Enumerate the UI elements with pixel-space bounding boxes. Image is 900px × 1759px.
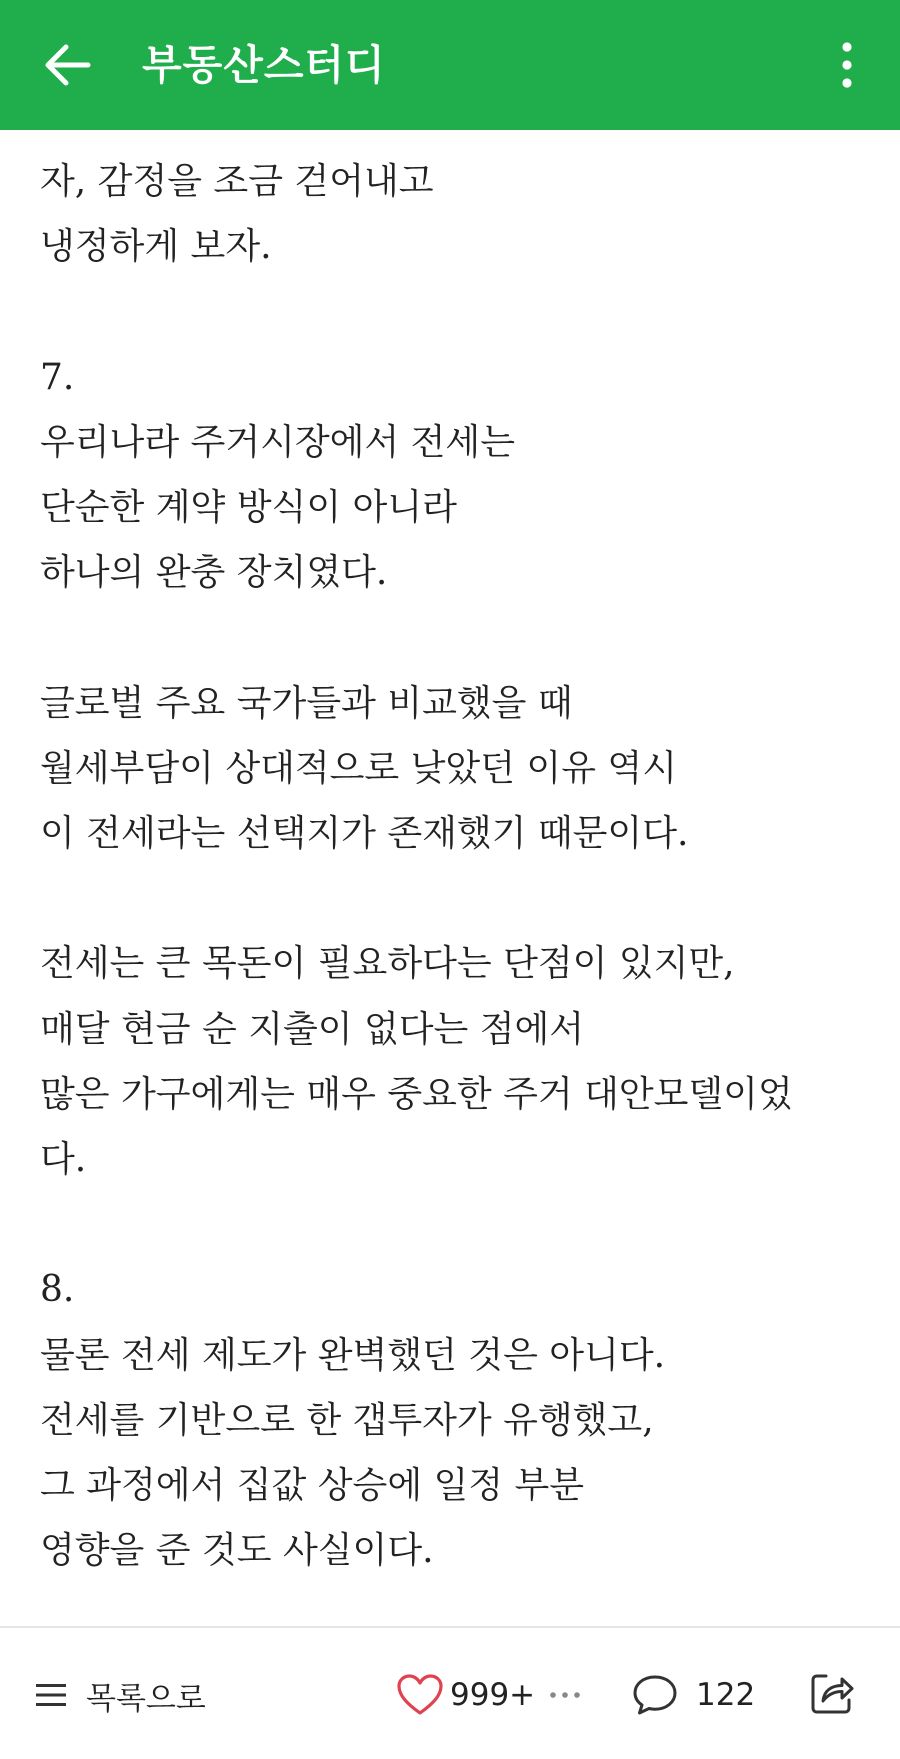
article-line: 월세부담이 상대적으로 낮았던 이유 역시 (40, 747, 677, 789)
article-line: 다. (40, 1139, 87, 1180)
article-line: 단순한 계약 방식이 아니라 (40, 487, 457, 528)
like-count: 999+ (450, 1677, 536, 1713)
article-line: 물론 전세 제도가 완벽했던 것은 아니다. (40, 1334, 666, 1376)
comment-button[interactable] (632, 1664, 755, 1726)
article-line: 하나의 완충 장치였다. (40, 552, 388, 594)
reaction-more-button[interactable] (548, 1664, 582, 1726)
article-line: 글로벌 주요 국가들과 비교했을 때 (40, 682, 573, 724)
article-line: 냉정하게 보자. (40, 226, 272, 268)
back-to-list-button[interactable] (36, 1664, 206, 1726)
article-line: 전세는 큰 목돈이 필요하다는 단점이 있지만, (40, 943, 735, 985)
article-line: 매달 현금 순 지출이 없다는 점에서 (40, 1008, 585, 1050)
more-horizontal-icon (548, 1690, 582, 1700)
back-button[interactable] (34, 32, 100, 98)
article-line: 많은 가구에게는 매우 중요한 주거 대안모델이었 (40, 1073, 793, 1115)
article-line: 이 전세라는 선택지가 존재했기 때문이다. (40, 813, 689, 854)
article-line: 8. (40, 1269, 75, 1311)
article-line: 영향을 준 것도 사실이다. (40, 1530, 434, 1572)
article-line: 전세를 기반으로 한 갭투자가 유행했고, (40, 1399, 654, 1441)
bottom-toolbar (0, 1626, 900, 1759)
share-button[interactable] (802, 1660, 862, 1726)
comment-count: 122 (696, 1677, 756, 1713)
article-line: 7. (40, 356, 75, 398)
more-vertical-icon (841, 41, 853, 89)
article-line: 자, 감정을 조금 걷어내고 (40, 161, 434, 202)
back-to-list-label: 목록으로 (86, 1680, 206, 1717)
article-line: 그 과정에서 집값 상승에 일정 부분 (40, 1465, 585, 1506)
list-icon (36, 1682, 66, 1708)
article-body (0, 130, 900, 1626)
heart-icon (396, 1673, 444, 1717)
share-icon (809, 1670, 855, 1716)
article-line: 우리나라 주거시장에서 전세는 (40, 421, 515, 463)
app-bar (0, 0, 900, 130)
like-button[interactable] (396, 1664, 535, 1726)
comment-bubble-icon (632, 1673, 678, 1717)
more-options-button[interactable] (822, 32, 872, 98)
page-title: 부동산스터디 (142, 41, 386, 89)
arrow-left-icon (42, 43, 92, 87)
